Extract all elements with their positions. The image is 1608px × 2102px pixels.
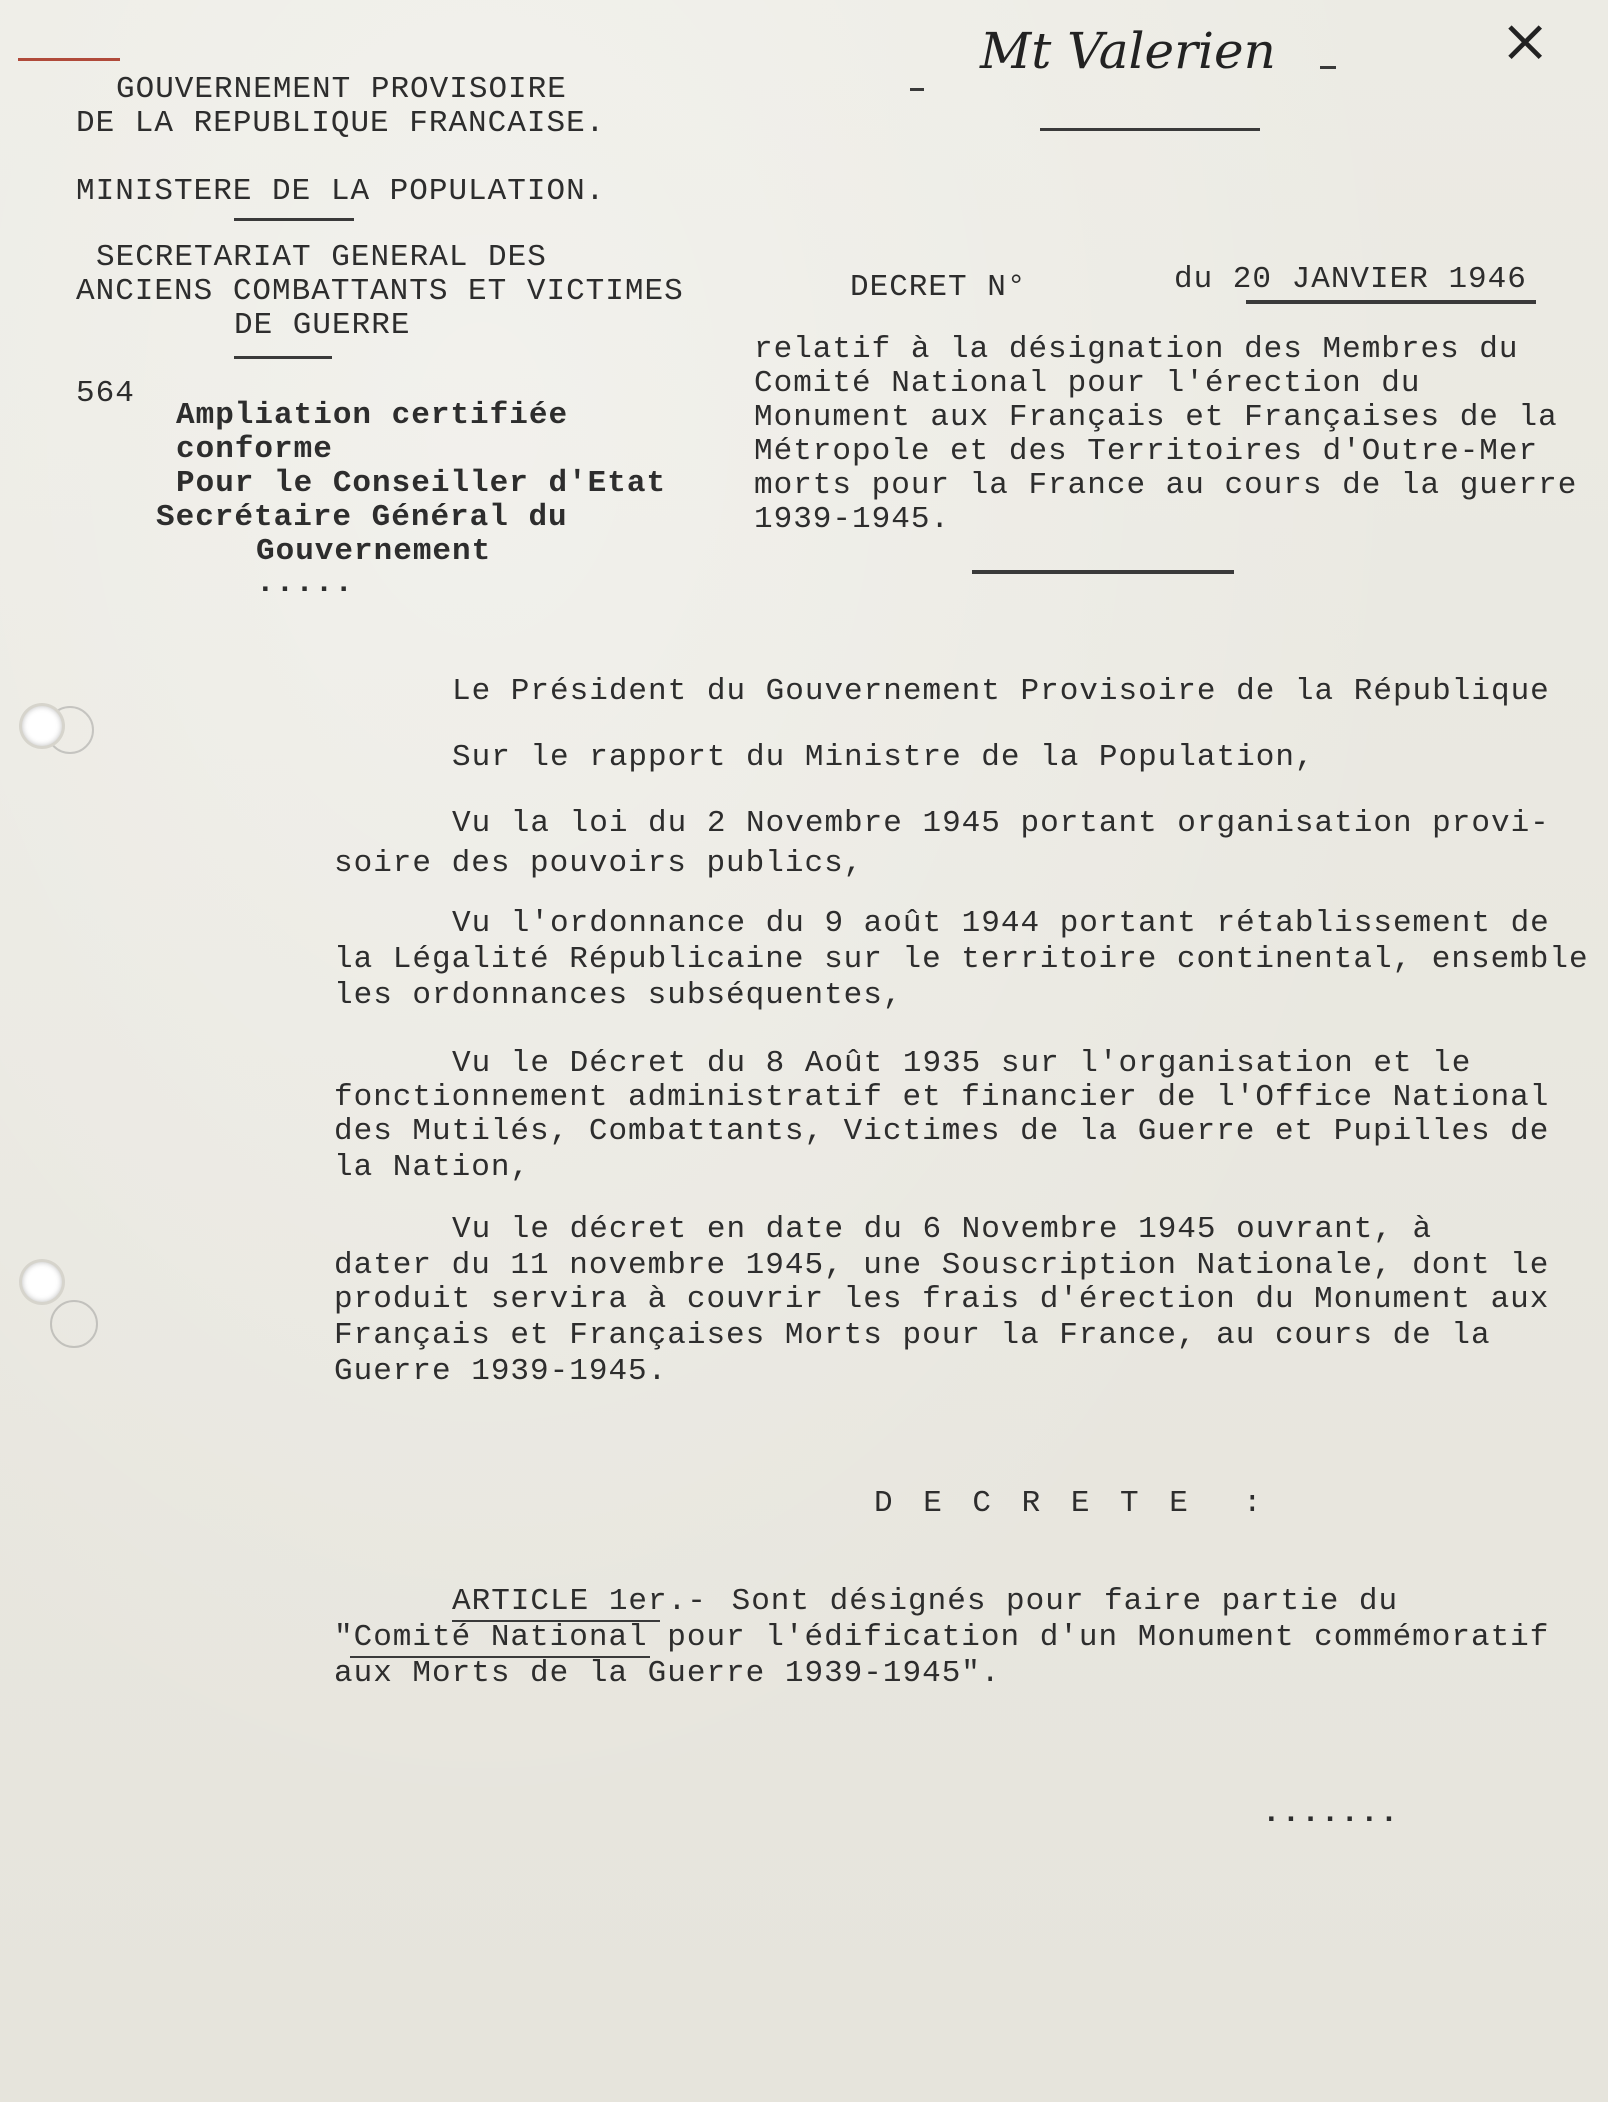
handwritten-dash-right bbox=[1320, 66, 1336, 69]
closing-dots: ....... bbox=[1262, 1796, 1400, 1831]
decree-subject-line-4: Métropole et des Territoires d'Outre-Mer bbox=[754, 434, 1539, 469]
secretariat-line-1: SECRETARIAT GENERAL DES bbox=[96, 240, 547, 275]
ampliation-dots: ..... bbox=[256, 566, 355, 601]
gov-line-1: GOUVERNEMENT PROVISOIRE bbox=[116, 72, 567, 107]
article-line-3: aux Morts de la Guerre 1939-1945". bbox=[334, 1656, 1001, 1691]
ampliation-line-5: Gouvernement bbox=[256, 534, 492, 569]
vu4-line-4: Français et Françaises Morts pour la France, au cours de la bbox=[334, 1318, 1491, 1353]
handwritten-annotation: Mt Valerien bbox=[980, 22, 1276, 80]
separator-dash-2 bbox=[234, 356, 332, 359]
vu3-line-3: des Mutilés, Combattants, Victimes de la Guerre et Pupilles de bbox=[334, 1114, 1550, 1149]
decree-subject-line-6: 1939-1945. bbox=[754, 502, 951, 537]
decree-date: du 20 JANVIER 1946 bbox=[1174, 262, 1527, 297]
article-line-2: "Comité National pour l'édification d'un Monument commémoratif bbox=[334, 1620, 1550, 1655]
punch-hole-2 bbox=[22, 1262, 62, 1302]
article-line-1-rest: Sont désignés pour faire partie du bbox=[712, 1584, 1399, 1619]
vu2-line-2: la Légalité Républicaine sur le territoire continental, ensemble bbox=[334, 942, 1589, 977]
decree-subject-rule bbox=[972, 570, 1234, 574]
vu3-line-1: Vu le Décret du 8 Août 1935 sur l'organisation et le bbox=[452, 1046, 1472, 1081]
red-margin-mark bbox=[18, 58, 120, 61]
handwritten-cross-icon: × bbox=[1500, 6, 1551, 76]
president-line: Le Président du Gouvernement Provisoire de la République bbox=[452, 674, 1550, 709]
decree-subject-line-5: morts pour la France au cours de la guerre bbox=[754, 468, 1578, 503]
article-label: ARTICLE 1er.- bbox=[452, 1584, 707, 1619]
gov-line-2: DE LA REPUBLIQUE FRANCAISE. bbox=[76, 106, 606, 141]
handwritten-underline bbox=[1040, 128, 1260, 131]
vu3-line-4: la Nation, bbox=[334, 1150, 531, 1185]
ministry-title: MINISTERE DE LA POPULATION. bbox=[76, 174, 606, 209]
vu4-line-3: produit servira à couvrir les frais d'érection du Monument aux bbox=[334, 1282, 1550, 1317]
punch-hole-1 bbox=[22, 706, 62, 746]
vu2-line-3: les ordonnances subséquentes, bbox=[334, 978, 903, 1013]
vu2-line-1: Vu l'ordonnance du 9 août 1944 portant rétablissement de bbox=[452, 906, 1550, 941]
secretariat-line-3: DE GUERRE bbox=[234, 308, 411, 343]
decrete-heading: D E C R E T E : bbox=[874, 1486, 1268, 1521]
reference-number: 564 bbox=[76, 376, 135, 411]
punch-hole-ring-2 bbox=[50, 1300, 98, 1348]
decree-date-underline bbox=[1246, 300, 1536, 304]
vu4-line-5: Guerre 1939-1945. bbox=[334, 1354, 668, 1389]
vu4-line-2: dater du 11 novembre 1945, une Souscription Nationale, dont le bbox=[334, 1248, 1550, 1283]
decree-subject-line-3: Monument aux Français et Françaises de la bbox=[754, 400, 1558, 435]
vu1-line-2: soire des pouvoirs publics, bbox=[334, 846, 864, 881]
vu3-line-2: fonctionnement administratif et financier de l'Office National bbox=[334, 1080, 1550, 1115]
secretariat-line-2: ANCIENS COMBATTANTS ET VICTIMES bbox=[76, 274, 684, 309]
ampliation-line-4: Secrétaire Général du bbox=[156, 500, 568, 535]
decree-subject-line-2: Comité National pour l'érection du bbox=[754, 366, 1421, 401]
handwritten-dash-left bbox=[910, 88, 924, 91]
decree-label: DECRET N° bbox=[850, 270, 1027, 305]
ampliation-line-1: Ampliation certifiée bbox=[176, 398, 569, 433]
ampliation-line-3: Pour le Conseiller d'Etat bbox=[176, 466, 667, 501]
rapport-line: Sur le rapport du Ministre de la Population, bbox=[452, 740, 1315, 775]
ampliation-line-2: conforme bbox=[176, 432, 333, 467]
vu1-line-1: Vu la loi du 2 Novembre 1945 portant organisation provi- bbox=[452, 806, 1550, 841]
decree-subject-line-1: relatif à la désignation des Membres du bbox=[754, 332, 1519, 367]
vu4-line-1: Vu le décret en date du 6 Novembre 1945 ouvrant, à bbox=[452, 1212, 1433, 1247]
separator-dash-1 bbox=[234, 218, 354, 221]
